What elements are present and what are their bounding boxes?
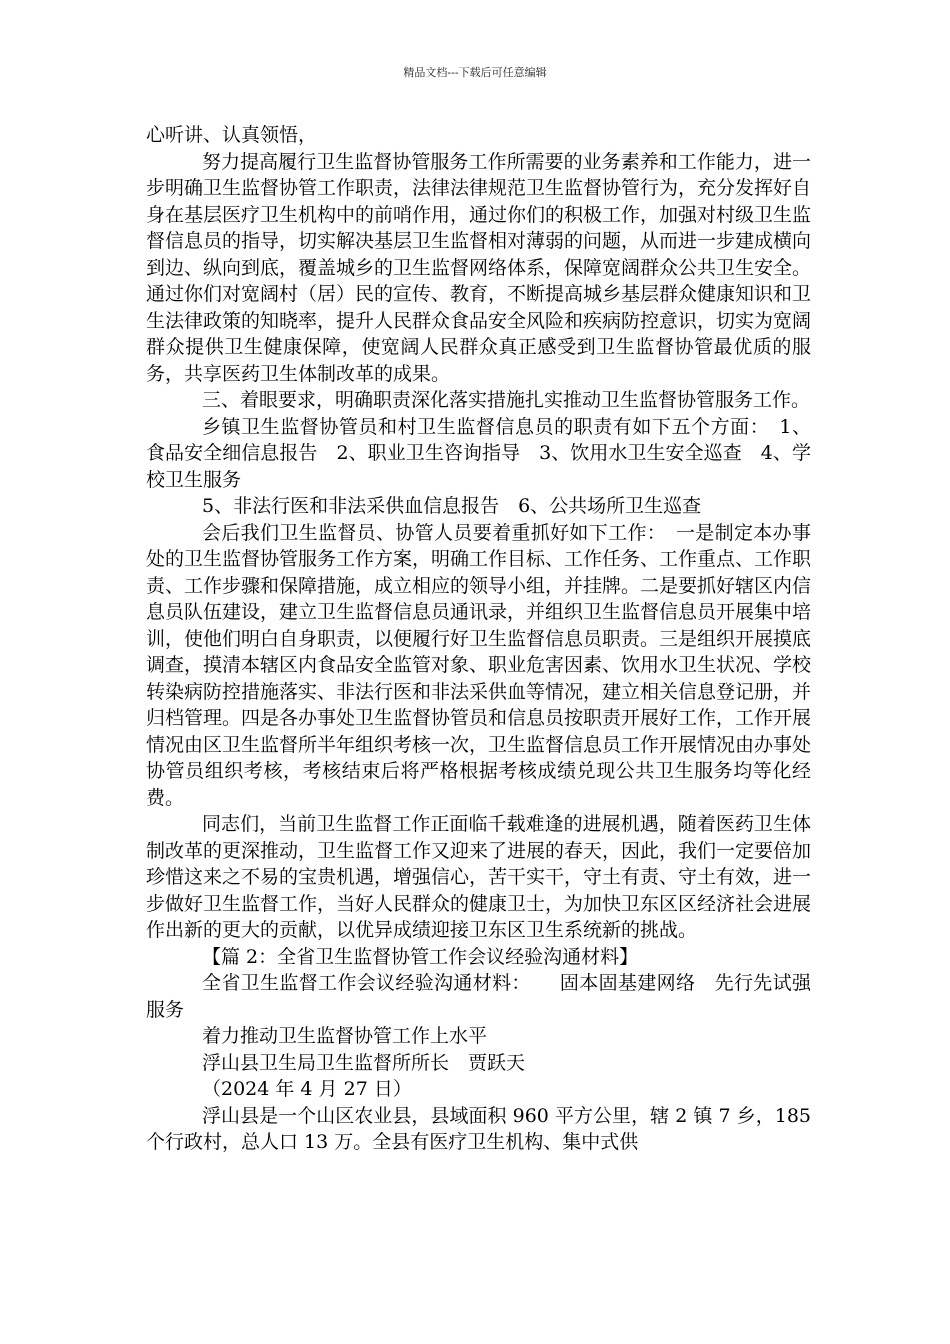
paragraph-10: 着力推动卫生监督协管工作上水平: [202, 1025, 488, 1047]
document-body: [146, 122, 811, 1156]
paragraph-5: 5、非法行医和非法采供血信息报告 6、公共场所卫生巡查: [202, 495, 702, 517]
paragraph-6: 会后我们卫生监督员、协管人员要着重抓好如下工作： 一是制定本办事处的卫生监督协管服务工作方案，明确工作目标、工作任务、工作重点、工作职责、工作步骤和保障措施，成立相应的领导小组，并挂牌。二是要抓好辖区内信息员队伍建设，建立卫生监督信息员通讯录，并组织卫生监督信息员开展集中培训，使他们明白自身职责，以便履行好卫生监督信息员职责。三是组织开展摸底调查，摸清本辖区内食品安全监管对象、职业危害因素、饮用水卫生状况、学校转染病防控措施落实、非法行医和非法采供血等情况，建立相关信息登记册，并归档管理。四是各办事处卫生监督协管员和信息员按职责开展好工作，工作开展情况由区卫生监督所半年组织考核一次，卫生监督信息员工作开展情况由办事处协管员组织考核，考核结束后将严格根据考核成绩兑现公共卫生服务均等化经费。: [146, 521, 812, 809]
paragraph-3: 三、着眼要求，明确职责深化落实措施扎实推动卫生监督协管服务工作。: [202, 389, 811, 411]
author-line: 浮山县卫生局卫生监督所所长 贾跃天: [202, 1051, 526, 1074]
page-header: 精品文档---下载后可任意编辑: [403, 66, 547, 79]
section-heading: 【篇 2：全省卫生监督协管工作会议经验沟通材料】: [202, 945, 639, 968]
paragraph-7: 同志们，当前卫生监督工作正面临千载难逢的进展机遇，随着医药卫生体制改革的更深推动，卫生监督工作又迎来了进展的春天，因此，我们一定要倍加珍惜这来之不易的宝贵机遇，增强信心，苦干实干，守土有责、守土有效，进一步做好卫生监督工作，当好人民群众的健康卫士，为加快卫东区区经济社会进展作出新的更大的贡献，以优异成绩迎接卫东区卫生系统新的挑战。: [146, 813, 812, 941]
paragraph-13: 浮山县是一个山区农业县，县域面积 960 平方公里，辖 2 镇 7 乡，185 个行政村，总人口 13 万。全县有医疗卫生机构、集中式供: [146, 1104, 811, 1153]
paragraph-2: 努力提高履行卫生监督协管服务工作所需要的业务素养和工作能力，进一步明确卫生监督协管工作职责，法律法律规范卫生监督协管行为，充分发挥好自身在基层医疗卫生机构中的前哨作用，通过你们的积极工作，加强对村级卫生监督信息员的指导，切实解决基层卫生监督相对薄弱的问题，从而进一步建成横向到边、纵向到底，覆盖城乡的卫生监督网络体系，保障宽阔群众公共卫生安全。通过你们对宽阔村（居）民的宣传、教育，不断提高城乡基层群众健康知识和卫生法律政策的知晓率，提升人民群众食品安全风险和疾病防控意识，切实为宽阔群众提供卫生健康保障，使宽阔人民群众真正感受到卫生监督协管最优质的服务，共享医药卫生体制改革的成果。: [146, 150, 812, 385]
paragraph-4: 乡镇卫生监督协管员和村卫生监督信息员的职责有如下五个方面： 1、食品安全细信息报告 2、职业卫生咨询指导 3、饮用水卫生安全巡查 4、学校卫生服务: [146, 415, 811, 491]
paragraph-1: 心听讲、认真领悟，: [146, 124, 318, 146]
paragraph-9: 全省卫生监督工作会议经验沟通材料： 固本固基建网络 先行先试强服务: [146, 972, 811, 1021]
date-line: （2024 年 4 月 27 日）: [202, 1078, 412, 1100]
